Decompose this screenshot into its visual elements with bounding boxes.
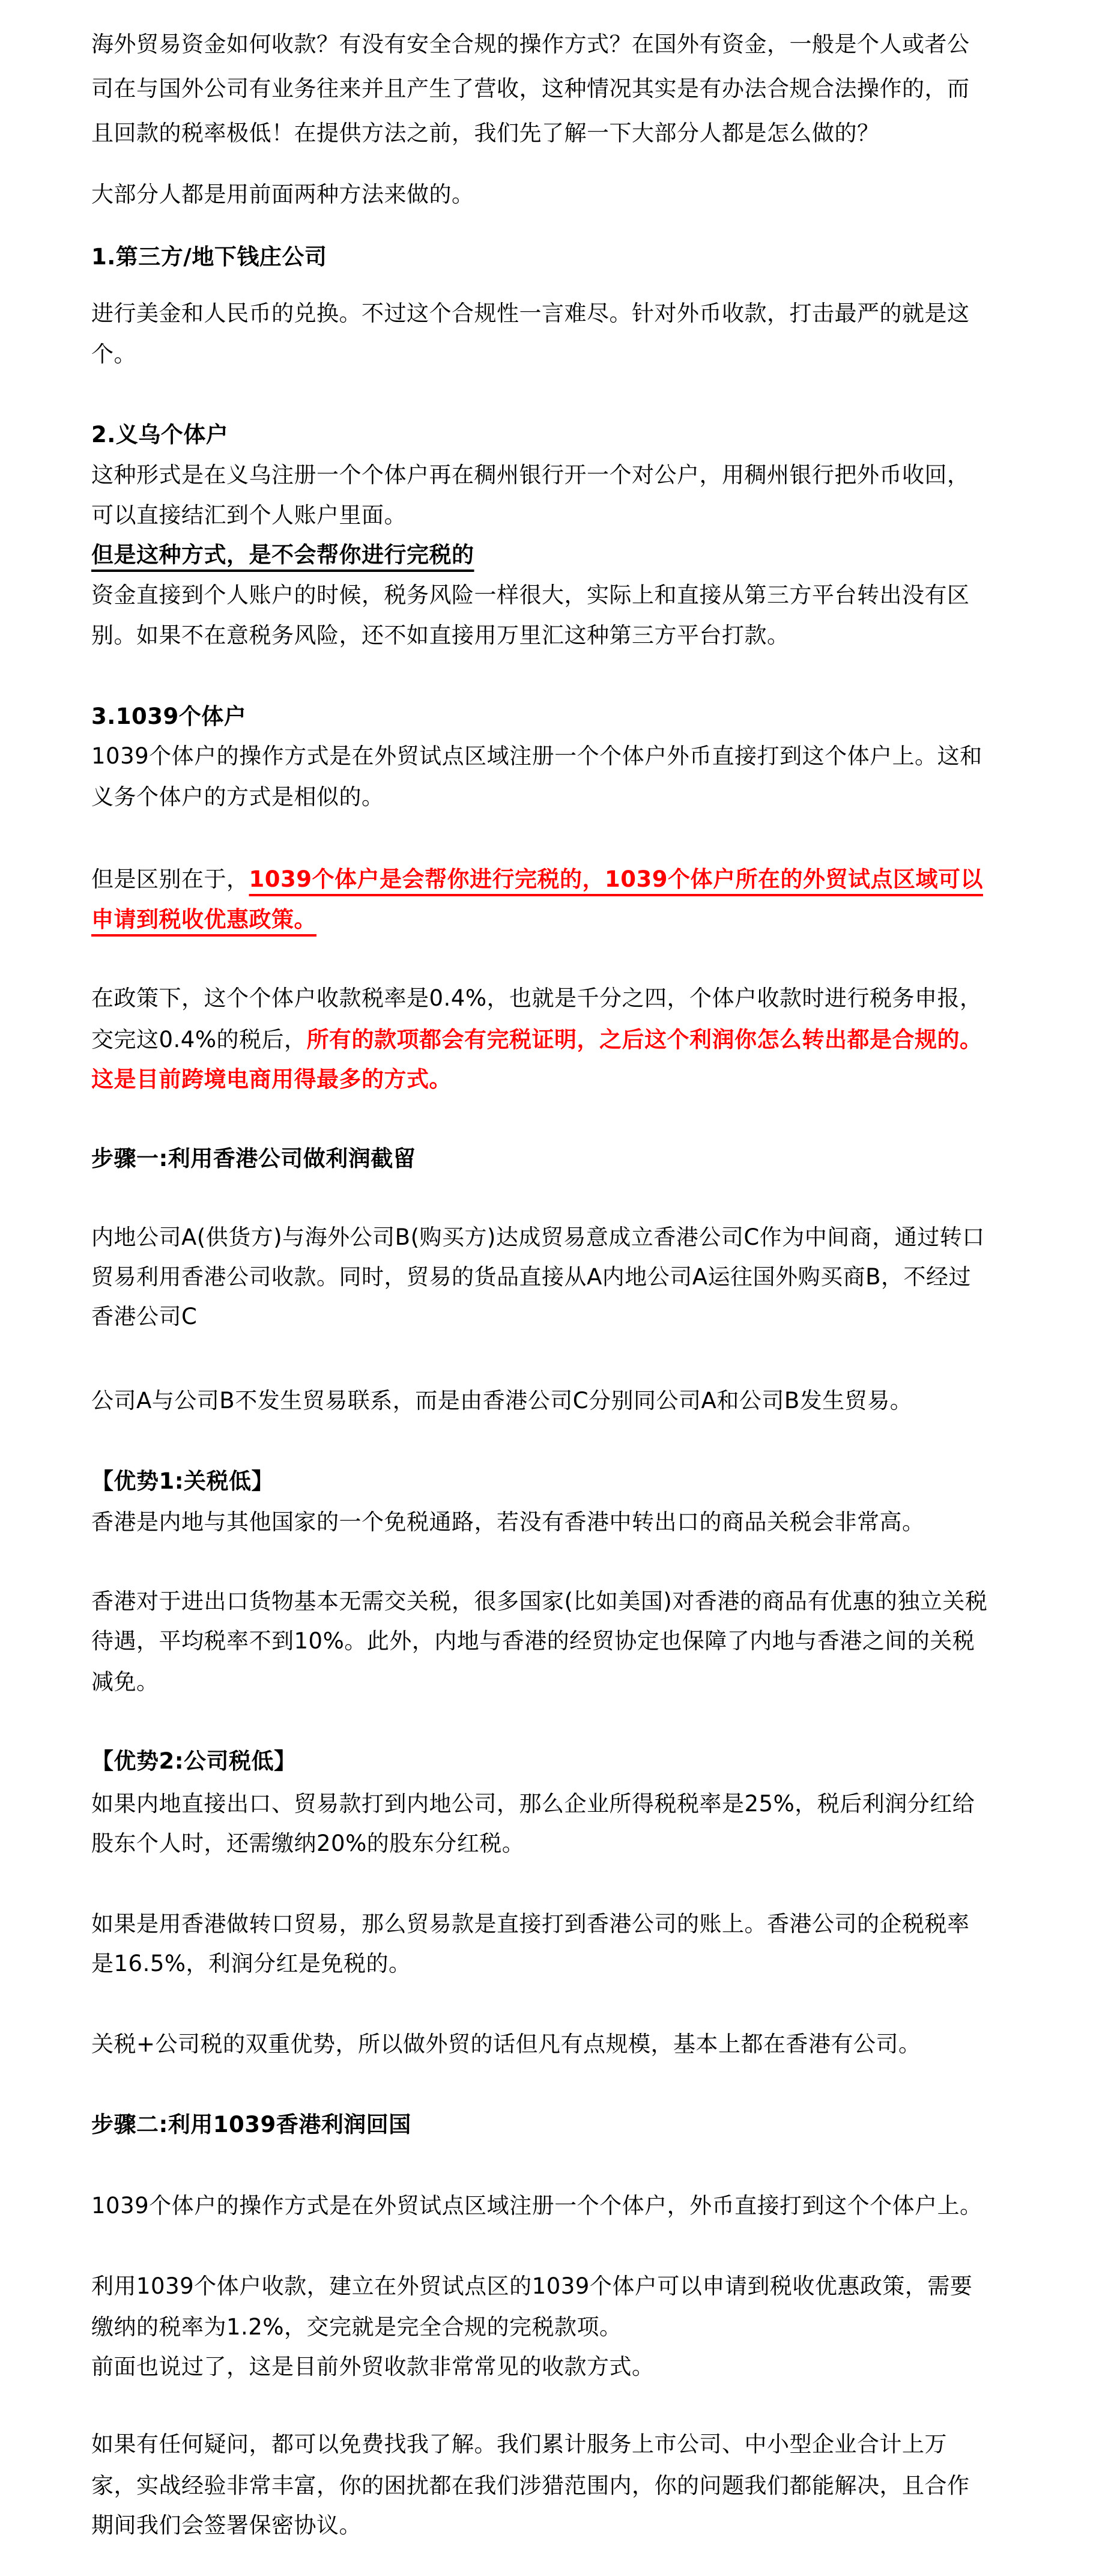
text-segment: 进行美金和人民币的兑换。不过这个合规性一言难尽。针对外币收款，打击最严的就是这	[91, 300, 970, 326]
heading-text: 1.第三方/地下钱庄公司	[91, 244, 327, 270]
text-segment: 是16.5%，利润分红是免税的。	[91, 1951, 411, 1976]
paragraph-line	[91, 736, 1016, 776]
paragraph-line	[91, 1662, 1016, 1702]
section-heading	[91, 1741, 1016, 1781]
text-segment: 利用1039个体户收款，建立在外贸试点区的1039个体户可以申请到税收优惠政策，需要	[91, 2273, 973, 2299]
text-segment: 香港是内地与其他国家的一个免税通路，若没有香港中转出口的商品关税会非常高。	[91, 1509, 925, 1535]
text-segment: 交完这0.4%的税后，	[91, 1027, 307, 1053]
text-segment: 家，实战经验非常丰富，你的困扰都在我们涉猎范围内，你的问题我们都能解决，且合作	[91, 2473, 970, 2499]
paragraph-line	[91, 2307, 1016, 2347]
paragraph-line	[91, 1257, 1016, 1297]
paragraph-line	[91, 777, 1016, 817]
paragraph-line	[91, 1296, 1016, 1337]
text-segment: 资金直接到个人账户的时候，税务风险一样很大，实际上和直接从第三方平台转出没有区	[91, 582, 970, 608]
paragraph-line	[91, 1381, 1016, 1421]
paragraph-line	[91, 1784, 1016, 1824]
section-heading	[91, 1461, 1016, 1501]
paragraph-line	[91, 68, 1016, 109]
heading-text: 2.义乌个体户	[91, 422, 229, 448]
text-segment: 股东个人时，还需缴纳20%的股东分红税。	[91, 1830, 525, 1856]
paragraph-line	[91, 2186, 1016, 2226]
section-heading	[91, 1138, 1016, 1179]
highlighted-text: 1039个体户是会帮你进行完税的，1039个体户所在的外贸试点区域可以	[249, 866, 983, 892]
paragraph-line	[91, 978, 1016, 1018]
text-segment: 贸易利用香港公司收款。同时，贸易的货品直接从A内地公司A运往国外购买商B，不经过	[91, 1264, 972, 1290]
text-segment: 司在与国外公司有业务往来并且产生了营收，这种情况其实是有办法合规合法操作的，而	[91, 76, 970, 102]
underlined-warning-text: 但是这种方式，是不会帮你进行完税的	[91, 542, 474, 568]
text-segment: 如果内地直接出口、贸易款打到内地公司，那么企业所得税税率是25%，税后利润分红给	[91, 1791, 975, 1817]
section-heading	[91, 2104, 1016, 2145]
text-segment: 义务个体户的方式是相似的。	[91, 784, 384, 810]
section-heading	[91, 415, 1016, 455]
text-segment: 别。如果不在意税务风险，还不如直接用万里汇这种第三方平台打款。	[91, 622, 790, 648]
highlighted-text: 申请到税收优惠政策。	[91, 907, 316, 932]
text-segment: 期间我们会签署保密协议。	[91, 2512, 362, 2538]
paragraph-line	[91, 2266, 1016, 2306]
paragraph-line	[91, 2024, 1016, 2064]
highlighted-text: 所有的款项都会有完税证明，之后这个利润你怎么转出都是合规的。	[306, 1027, 982, 1053]
paragraph-line	[91, 2505, 1016, 2545]
text-segment: 如果有任何疑问，都可以免费找我了解。我们累计服务上市公司、中小型企业合计上万	[91, 2431, 947, 2457]
heading-text: 【优势1:关税低】	[91, 1468, 274, 1494]
text-segment: 1039个体户的操作方式是在外贸试点区域注册一个个体户外币直接打到这个体户上。这和	[91, 743, 982, 769]
highlighted-text: 这是目前跨境电商用得最多的方式。	[91, 1066, 452, 1092]
text-segment: 缴纳的税率为1.2%，交完就是完全合规的完税款项。	[91, 2314, 622, 2340]
paragraph-line	[91, 1059, 1016, 1099]
paragraph-line	[91, 1217, 1016, 1257]
text-segment: 待遇，平均税率不到10%。此外，内地与香港的经贸协定也保障了内地与香港之间的关税	[91, 1628, 975, 1654]
text-segment: 香港公司C	[91, 1304, 198, 1329]
paragraph-line	[91, 535, 1016, 575]
paragraph-line	[91, 334, 1016, 374]
paragraph-line	[91, 859, 1016, 899]
text-segment: 大部分人都是用前面两种方法来做的。	[91, 181, 474, 207]
section-heading	[91, 237, 1016, 277]
paragraph-line	[91, 1581, 1016, 1621]
text-segment: 且回款的税率极低！在提供方法之前，我们先了解一下大部分人都是怎么做的？	[91, 120, 880, 146]
heading-text: 3.1039个体户	[91, 703, 247, 729]
paragraph-line	[91, 899, 1016, 940]
paragraph-line	[91, 1019, 1016, 1060]
heading-text: 步骤一:利用香港公司做利润截留	[91, 1146, 416, 1171]
paragraph-line	[91, 1502, 1016, 1542]
text-segment: 在政策下，这个个体户收款税率是0.4%，也就是千分之四，个体户收款时进行税务申报，	[91, 985, 982, 1011]
paragraph-line	[91, 615, 1016, 655]
paragraph-line	[91, 495, 1016, 535]
paragraph-line	[91, 455, 1016, 495]
paragraph-line	[91, 2465, 1016, 2506]
text-segment: 个。	[91, 341, 136, 367]
paragraph-line	[91, 1904, 1016, 1944]
paragraph-line	[91, 1823, 1016, 1864]
text-segment: 1039个体户的操作方式是在外贸试点区域注册一个个体户，外币直接打到这个个体户上。	[91, 2193, 982, 2219]
text-segment: 内地公司A(供货方)与海外公司B(购买方)达成贸易意成立香港公司C作为中间商，通过转口	[91, 1224, 985, 1250]
paragraph-line	[91, 293, 1016, 333]
paragraph-line	[91, 2424, 1016, 2464]
paragraph-line	[91, 113, 1016, 153]
text-segment: 减免。	[91, 1669, 159, 1695]
heading-text: 【优势2:公司税低】	[91, 1748, 297, 1774]
heading-text: 步骤二:利用1039香港利润回国	[91, 2112, 411, 2137]
paragraph-line	[91, 575, 1016, 615]
text-segment: 可以直接结汇到个人账户里面。	[91, 502, 407, 528]
text-segment: 关税+公司税的双重优势，所以做外贸的话但凡有点规模，基本上都在香港有公司。	[91, 2031, 921, 2057]
text-segment: 香港对于进出口货物基本无需交关税，很多国家(比如美国)对香港的商品有优惠的独立关税	[91, 1588, 988, 1614]
text-segment: 这种形式是在义乌注册一个个体户再在稠州银行开一个对公户，用稠州银行把外币收回，	[91, 462, 970, 488]
paragraph-line	[91, 1943, 1016, 1984]
paragraph-line	[91, 2347, 1016, 2387]
text-segment: 如果是用香港做转口贸易，那么贸易款是直接打到香港公司的账上。香港公司的企税税率	[91, 1911, 970, 1937]
section-heading	[91, 696, 1016, 737]
text-segment: 海外贸易资金如何收款？有没有安全合规的操作方式？在国外有资金，一般是个人或者公	[91, 31, 970, 57]
paragraph-line	[91, 1621, 1016, 1661]
paragraph-line	[91, 24, 1016, 64]
text-segment: 前面也说过了，这是目前外贸收款非常常见的收款方式。	[91, 2354, 655, 2380]
text-segment: 公司A与公司B不发生贸易联系，而是由香港公司C分别同公司A和公司B发生贸易。	[91, 1388, 913, 1414]
paragraph-line	[91, 174, 1016, 214]
text-segment: 但是区别在于，	[91, 866, 249, 892]
